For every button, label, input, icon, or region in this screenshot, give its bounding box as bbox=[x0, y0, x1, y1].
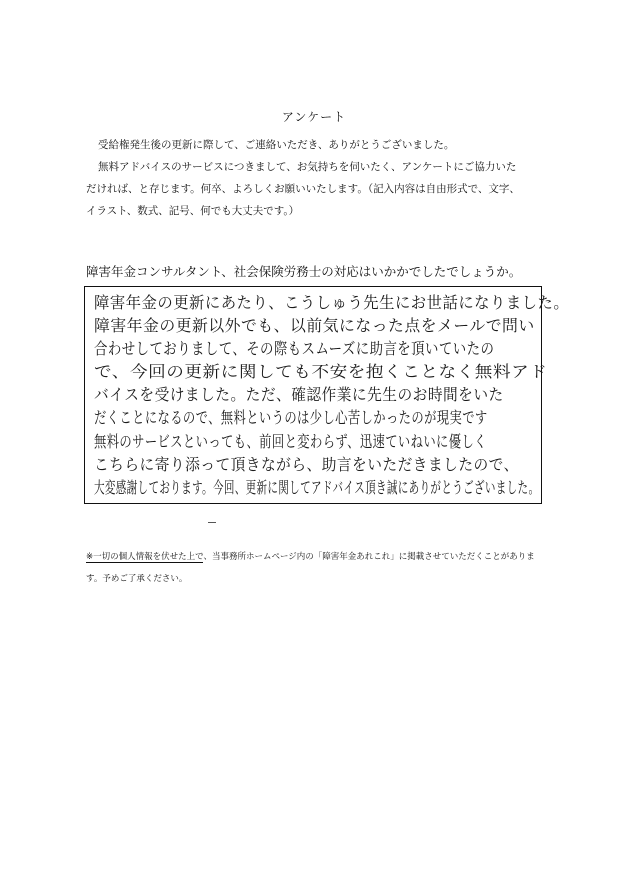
answer-line: 大変感謝しております。今回、更新に関してアドバイス頂き誠にありがとうございました。 bbox=[94, 478, 540, 497]
intro-line-4: イラスト、数式、記号、何でも大丈夫です。） bbox=[86, 205, 300, 217]
intro-text bbox=[86, 134, 546, 222]
answer-line: バイスを受けました。ただ、確認作業に先生のお時間をいた bbox=[94, 385, 504, 404]
footnote bbox=[86, 546, 556, 590]
answer-line: 障害年金の更新以外でも、以前気になった点をメールで問い bbox=[94, 316, 535, 335]
footnote-rest: 、当事務所ホームページ内の「障害年金あれこれ」に掲載させていただくことがありま bbox=[203, 552, 535, 562]
intro-line-3: だければ、と存じます。何卒、よろしくお願いいたします。（記入内容は自由形式で、文字、 bbox=[86, 183, 520, 195]
answer-line: で、今回の更新に関しても不安を抱くことなく無料アド bbox=[94, 362, 548, 381]
answer-line: だくことになるので、無料というのは少し心苦しかったのが現実です bbox=[94, 408, 488, 427]
survey-question: 障害年金コンサルタント、社会保険労務士の対応はいかかでしたでしょうか。 bbox=[86, 264, 522, 279]
intro-line-1: 受給権発生後の更新に際して、ご連絡いただき、ありがとうございました。 bbox=[98, 139, 455, 151]
stray-mark bbox=[208, 522, 216, 523]
page-title: アンケート bbox=[281, 110, 347, 124]
answer-line: こちらに寄り添って頂きながら、助言をいただきましたので、 bbox=[94, 455, 519, 474]
answer-line: 合わせしておりまして、その際もスムーズに助言を頂いていたの bbox=[94, 339, 495, 358]
answer-line: 無料のサービスといっても、前回と変わらず、迅速ていねいに優しく bbox=[94, 432, 487, 451]
footnote-line-2: す。予めご了承ください。 bbox=[86, 574, 188, 584]
answer-line: 障害年金の更新にあたり、こうしゅう先生にお世話になりました。 bbox=[94, 293, 570, 312]
intro-line-2: 無料アドバイスのサービスにつきまして、お気持ちを伺いたく、アンケートにご協力いた bbox=[98, 161, 517, 173]
footnote-underlined: ※一切の個人情報を伏せた上で bbox=[86, 552, 204, 562]
